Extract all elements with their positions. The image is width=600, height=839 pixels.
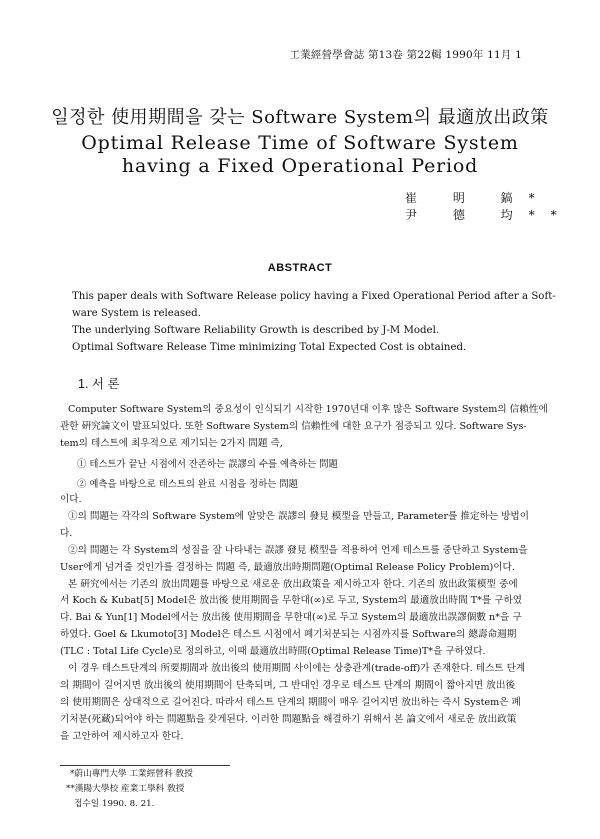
abstract-line: The underlying Software Reliability Growth is described by J-M Model. (72, 325, 440, 336)
abstract-text (72, 288, 556, 356)
problem-list (77, 455, 338, 495)
section-heading: 1. 서 론 (78, 377, 120, 391)
journal-header: 工業經營學會誌 第13卷 第22輯 1990年 11月 1 (289, 49, 522, 61)
paragraph-line: ①의 問題는 각각의 Software System에 알맞은 誤謬의 發見 模型을 만들고, Parameter를 推定하는 방법이 (68, 510, 529, 522)
paragraph-line: 의 期間이 길어지면 放出後의 使用期間이 단축되며, 그 반대인 경우로 테스트 단계의 期間이 짧아지면 放出後 (60, 679, 516, 691)
paragraph-line: 관한 硏究論文이 발표되었다. 또한 Software System의 信賴性에 대한 요구가 점증되고 있다. Software Sys- (60, 420, 527, 432)
intro-paragraph-2 (60, 492, 546, 746)
paragraph-line: (TLC : Total Life Cycle)로 정의하고, 이때 最適放出時間(Optimal Release Time)T*을 구하였다. (60, 646, 486, 658)
list-item: ① 테스트가 끝난 시점에서 잔존하는 誤謬의 수를 예측하는 問題 (77, 459, 338, 470)
paragraph-line: 다. Bai & Yun[1] Model에서는 放出後 使用期間을 무한대(∞)로 두고 System의 最適放出誤謬個數 n*을 구 (60, 612, 522, 624)
paragraph-line: 다. (60, 527, 73, 539)
paragraph-line: 의 使用期間은 상대적으로 길어진다. 따라서 테스트 단계의 期間이 매우 길어지면 放出하는 즉시 System은 폐 (60, 696, 521, 708)
paragraph-line: User에게 넘겨줄 것인가를 결정하는 問題 즉, 最適放出時期問題(Optimal Release Policy Problem)이다. (60, 561, 515, 573)
author-2: 尹 德 均** (405, 208, 573, 222)
paragraph-line: tem의 테스트에 최우적으로 제기되는 2가지 問題 즉, (60, 437, 283, 449)
abstract-heading: ABSTRACT (267, 262, 333, 274)
paragraph-line: 본 硏究에서는 기존의 放出問題를 바탕으로 새로운 放出政策을 제시하고자 한다. 기존의 放出政策模型 중에 (68, 578, 518, 590)
paragraph-line: 하였다. Goel & Lkumoto[3] Model은 테스트 시점에서 폐기처분되는 시점까지를 Software의 總壽命週期 (60, 629, 517, 641)
list-item: ② 예측을 바탕으로 테스트의 완료 시점을 정하는 問題 (77, 479, 299, 490)
abstract-line: ware System is released. (72, 308, 201, 319)
title-english-line1: Optimal Release Time of Software System (81, 132, 519, 154)
author-1: 崔 明 鎬* (405, 191, 551, 205)
footnote-affiliation-2: **漢陽大學校 産業工學科 敎授 (66, 784, 185, 794)
abstract-line: This paper deals with Software Release policy having a Fixed Operational Period after a Soft- (72, 291, 556, 302)
intro-paragraph-1 (60, 402, 546, 453)
paragraph-line: ②의 問題는 각 System의 성질을 잘 나타내는 誤謬 發見 模型을 적용하여 언제 테스트를 중단하고 System을 (68, 544, 528, 556)
received-date: 접수일 1990. 8. 21. (74, 799, 155, 809)
paragraph-line: 서 Koch & Kubat[5] Model은 放出後 使用期間을 무한대(∞)로 두고, System의 最適放出時間 T*를 구하였 (60, 595, 523, 607)
abstract-line: Optimal Software Release Time minimizing Total Expected Cost is obtained. (72, 342, 467, 353)
footnote-divider (60, 765, 230, 766)
title-english-line2: having a Fixed Operational Period (121, 155, 479, 177)
paragraph-line: Computer Software System의 중요성이 인식되기 시작한 1970년대 이후 많은 Software System의 信賴性에 (68, 404, 548, 415)
paragraph-line: 이 경우 테스트단계의 所要期間과 放出後의 使用期間 사이에는 상충관계(trade-off)가 존재한다. 테스트 단계 (68, 663, 526, 675)
footnote-affiliation-1: *蔚山專門大學 工業經營科 敎授 (70, 769, 193, 779)
title-korean: 일정한 使用期間을 갖는 Software System의 最適放出政策 (51, 107, 549, 128)
paragraph-line: 을 고안하여 제시하고자 한다. (60, 730, 184, 742)
footnotes (66, 767, 193, 812)
paragraph-line: 이다. (60, 494, 82, 505)
paragraph-line: 기처분(死藏)되어야 하는 問題點을 갖게된다. 이러한 問題點을 해결하기 위해서 본 論文에서 새로운 放出政策 (60, 713, 517, 725)
